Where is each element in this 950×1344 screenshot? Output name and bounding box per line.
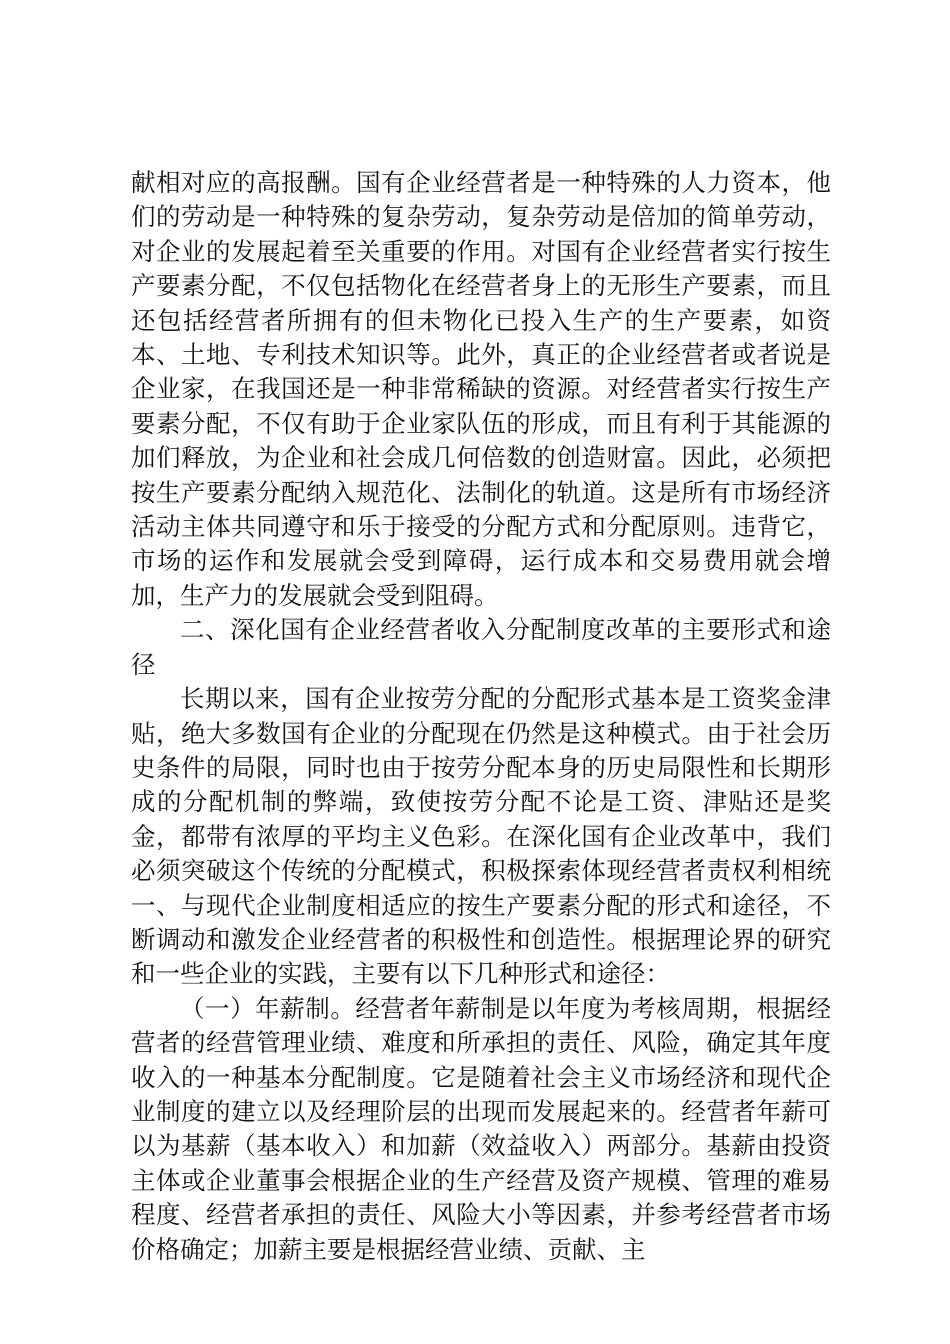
paragraph-background: 长期以来，国有企业按劳分配的分配形式基本是工资奖金津贴，绝大多数国有企业的分配现在仍然是这种模式。由于社会历史条件的局限，同时也由于按劳分配本身的历史局限性和长期形成的分配机制的弊端，致使按劳分配不论是工资、津贴还是奖金，都带有浓厚的平均主义色彩。在深化国有企业改革中，我们必须突破这个传统的分配模式，积极探索体现经营者责权利相统一、与现代企业制度相适应的按生产要素分配的形式和途径，不断调动和激发企业经营者的积极性和创造性。根据理论界的研究和一些企业的实践，主要有以下几种形式和途径： [131, 684, 831, 989]
paragraph-continuation: 献相对应的高报酬。国有企业经营者是一种特殊的人力资本，他们的劳动是一种特殊的复杂劳动，复杂劳动是倍加的简单劳动，对企业的发展起着至关重要的作用。对国有企业经营者实行按生产要素分配，不仅包括物化在经营者身上的无形生产要素，而且还包括经营者所拥有的但未物化已投入生产的生产要素，如资本、土地、专利技术知识等。此外，真正的企业经营者或者说是企业家，在我国还是一种非常稀缺的资源。对经营者实行按生产要素分配，不仅有助于企业家队伍的形成，而且有利于其能源的加们释放，为企业和社会成几何倍数的创造财富。因此，必须把按生产要素分配纳入规范化、法制化的轨道。这是所有市场经济活动主体共同遵守和乐于接受的分配方式和分配原则。违背它，市场的运作和发展就会受到障碍，运行成本和交易费用就会增加，生产力的发展就会受到阻碍。 [131, 168, 831, 610]
section-heading: 二、深化国有企业经营者收入分配制度改革的主要形式和途径 [131, 615, 831, 679]
body-text [131, 166, 831, 1267]
paragraph-annual-salary: （一）年薪制。经营者年薪制是以年度为考核周期，根据经营者的经营管理业绩、难度和所承担的责任、风险，确定其年度收入的一种基本分配制度。它是随着社会主义市场经济和现代企业制度的建立以及经理阶层的出现而发展起来的。经营者年薪可以为基薪（基本收入）和加薪（效益收入）两部分。基薪由投资主体或企业董事会根据企业的生产经营及资产规模、管理的难易程度、经营者承担的责任、风险大小等因素，并参考经营者市场价格确定；加薪主要是根据经营业绩、贡献、主 [131, 993, 831, 1264]
